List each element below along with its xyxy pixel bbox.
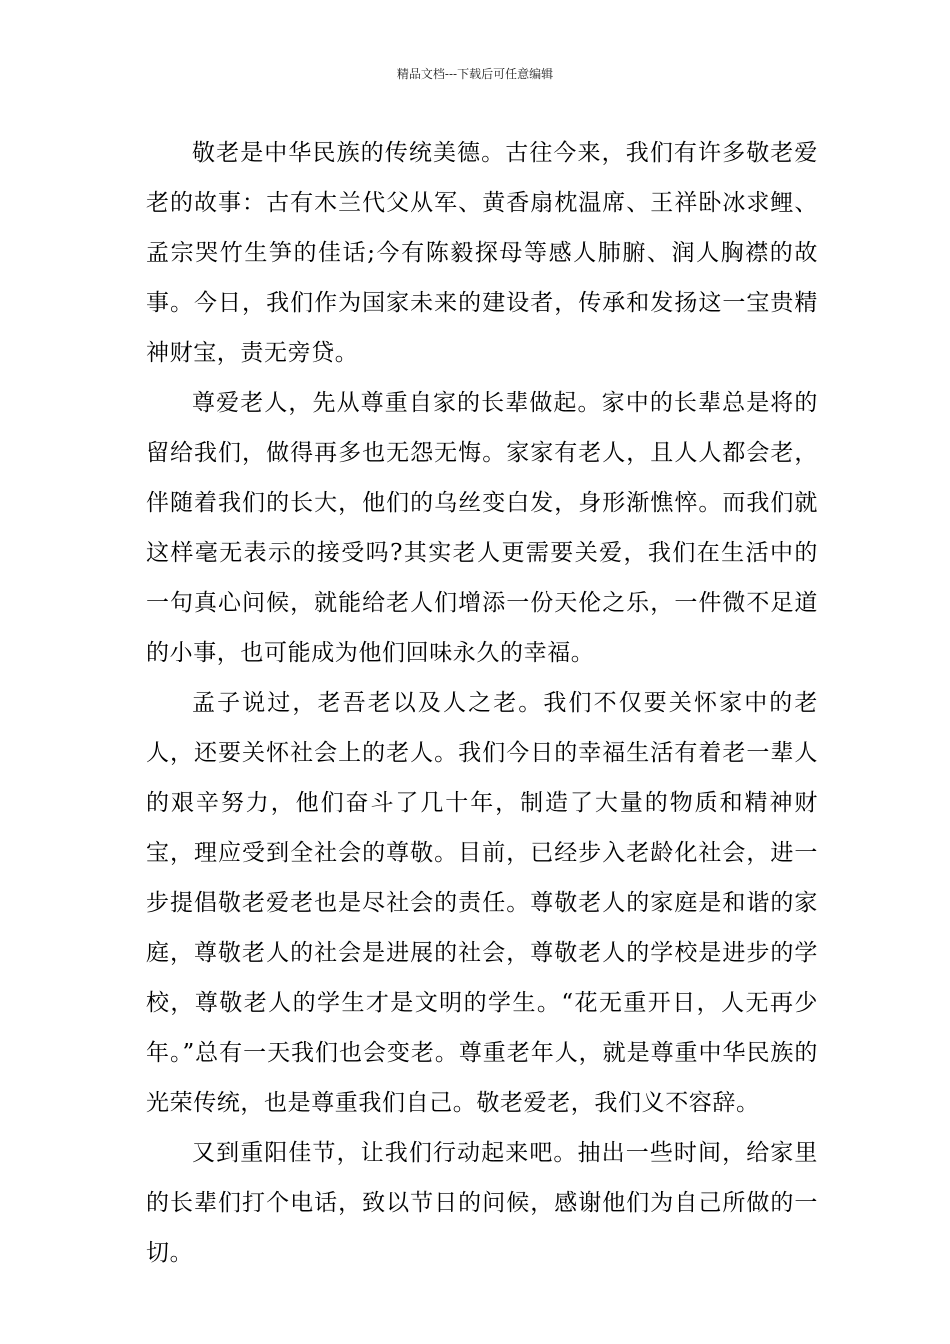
paragraph-4: 又到重阳佳节，让我们行动起来吧。抽出一些时间，给家里的长辈们打个电话，致以节日的问候，感谢他们为自己所做的一切。 [146,1140,818,1266]
document-body [146,128,818,1278]
paragraph-2: 尊爱老人，先从尊重自家的长辈做起。家中的长辈总是将的留给我们，做得再多也无怨无悔。家家有老人，且人人都会老，伴随着我们的长大，他们的乌丝变白发，身形渐憔悴。而我们就这样毫无表示的接受吗?其实老人更需要关爱，我们在生活中的一句真心问候，就能给老人们增添一份天伦之乐，一件微不足道的小事，也可能成为他们回味永久的幸福。 [146,390,818,666]
paragraph-3: 孟子说过，老吾老以及人之老。我们不仅要关怀家中的老人，还要关怀社会上的老人。我们今日的幸福生活有着老一辈人的艰辛努力，他们奋斗了几十年，制造了大量的物质和精神财宝，理应受到全社会的尊敬。目前，已经步入老龄化社会，进一步提倡敬老爱老也是尽社会的责任。尊敬老人的家庭是和谐的家庭，尊敬老人的社会是进展的社会，尊敬老人的学校是进步的学校，尊敬老人的学生才是文明的学生。“花无重开日，人无再少年。”总有一天我们也会变老。尊重老年人，就是尊重中华民族的光荣传统，也是尊重我们自己。敬老爱老，我们义不容辞。 [146,690,818,1116]
page-header: 精品文档---下载后可任意编辑 [396,67,554,81]
paragraph-1: 敬老是中华民族的传统美德。古往今来，我们有许多敬老爱老的故事：古有木兰代父从军、黄香扇枕温席、王祥卧冰求鲤、孟宗哭竹生笋的佳话;今有陈毅探母等感人肺腑、润人胸襟的故事。今日，我们作为国家未来的建设者，传承和发扬这一宝贵精神财宝，责无旁贷。 [146,140,818,366]
